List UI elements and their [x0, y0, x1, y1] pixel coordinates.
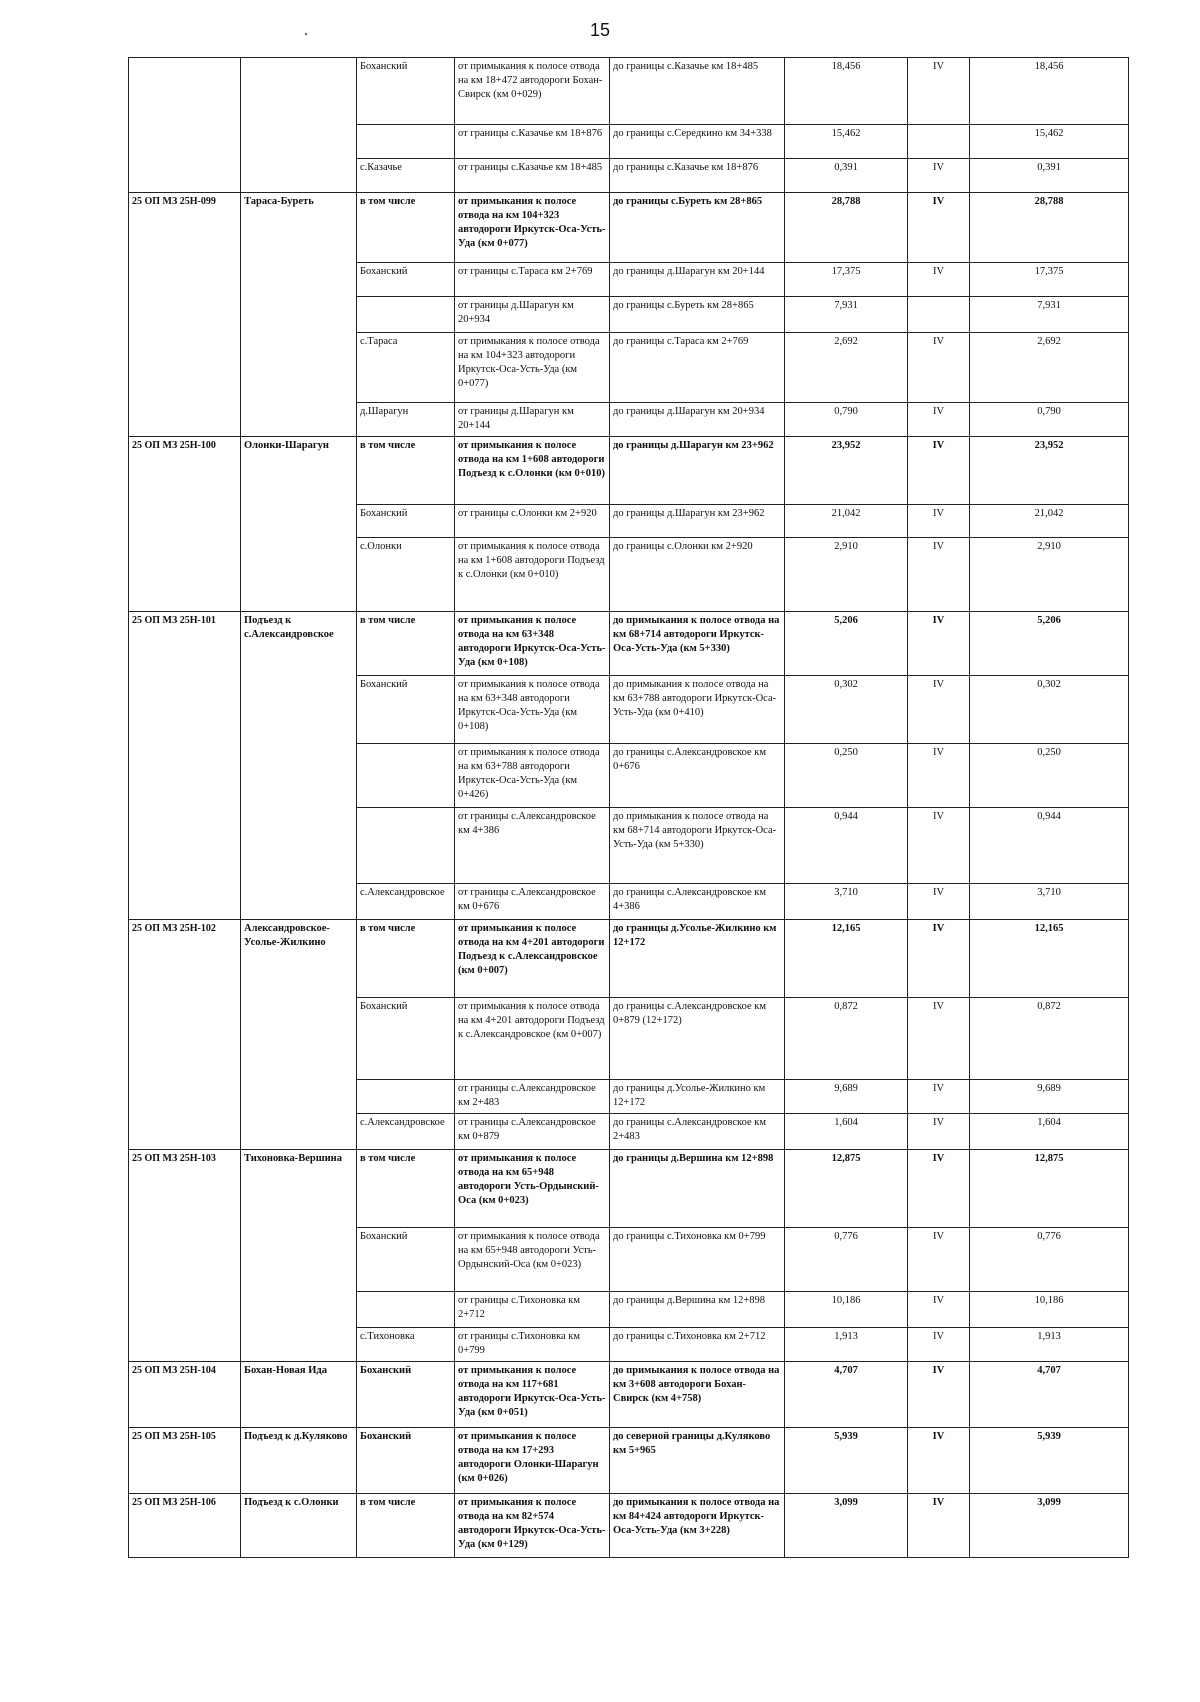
total-length-cell: 0,250	[970, 744, 1129, 808]
length-cell: 0,302	[785, 676, 908, 744]
total-length-cell: 12,875	[970, 1150, 1129, 1228]
category-cell: IV	[908, 1328, 970, 1362]
length-cell: 1,913	[785, 1328, 908, 1362]
table-row	[129, 1494, 1129, 1558]
table-row	[129, 1362, 1129, 1428]
length-cell: 23,952	[785, 437, 908, 505]
road-name-cell: Тараса-Буреть	[241, 193, 357, 437]
to-cell: до границы с.Буреть км 28+865	[610, 193, 785, 263]
from-cell: от границы д.Шарагун км 20+934	[455, 297, 610, 333]
length-cell: 1,604	[785, 1114, 908, 1150]
length-cell: 7,931	[785, 297, 908, 333]
category-cell: IV	[908, 744, 970, 808]
to-cell: до северной границы д.Куляково км 5+965	[610, 1428, 785, 1494]
road-name-cell: Олонки-Шарагун	[241, 437, 357, 612]
to-cell: до границы с.Александровское км 2+483	[610, 1114, 785, 1150]
from-cell: от примыкания к полосе отвода на км 63+348 автодороги Иркутск-Оса-Усть-Уда (км 0+108)	[455, 676, 610, 744]
district-cell: Боханский	[357, 263, 455, 297]
category-cell: IV	[908, 193, 970, 263]
to-cell: до границы с.Олонки км 2+920	[610, 538, 785, 612]
total-length-cell: 15,462	[970, 125, 1129, 159]
district-cell	[357, 1292, 455, 1328]
table-row	[129, 193, 1129, 263]
total-length-cell: 0,790	[970, 403, 1129, 437]
category-cell: IV	[908, 612, 970, 676]
district-cell: Боханский	[357, 676, 455, 744]
category-cell: IV	[908, 998, 970, 1080]
table-row	[129, 58, 1129, 125]
total-length-cell: 5,206	[970, 612, 1129, 676]
road-code-cell	[129, 58, 241, 193]
to-cell: до границы с.Середкино км 34+338	[610, 125, 785, 159]
category-cell: IV	[908, 1292, 970, 1328]
from-cell: от границы с.Тихоновка км 0+799	[455, 1328, 610, 1362]
district-cell: с.Александровское	[357, 884, 455, 920]
category-cell: IV	[908, 920, 970, 998]
to-cell: до границы д.Вершина км 12+898	[610, 1292, 785, 1328]
length-cell: 0,944	[785, 808, 908, 884]
length-cell: 5,206	[785, 612, 908, 676]
length-cell: 0,790	[785, 403, 908, 437]
to-cell: до примыкания к полосе отвода на км 63+788 автодороги Иркутск-Оса-Усть-Уда (км 0+410)	[610, 676, 785, 744]
road-name-cell: Подъезд к с.Александровское	[241, 612, 357, 920]
length-cell: 17,375	[785, 263, 908, 297]
to-cell: до примыкания к полосе отвода на км 84+424 автодороги Иркутск-Оса-Усть-Уда (км 3+228)	[610, 1494, 785, 1558]
to-cell: до примыкания к полосе отвода на км 68+714 автодороги Иркутск-Оса-Усть-Уда (км 5+330)	[610, 612, 785, 676]
category-cell: IV	[908, 538, 970, 612]
length-cell: 3,710	[785, 884, 908, 920]
from-cell: от границы с.Тихоновка км 2+712	[455, 1292, 610, 1328]
to-cell: до границы с.Тихоновка км 2+712	[610, 1328, 785, 1362]
road-code-cell: 25 ОП МЗ 25Н-099	[129, 193, 241, 437]
to-cell: до границы с.Буреть км 28+865	[610, 297, 785, 333]
from-cell: от примыкания к полосе отвода на км 104+323 автодороги Иркутск-Оса-Усть-Уда (км 0+077)	[455, 333, 610, 403]
to-cell: до границы с.Казачье км 18+876	[610, 159, 785, 193]
category-cell: IV	[908, 884, 970, 920]
total-length-cell: 0,944	[970, 808, 1129, 884]
road-name-cell: Бохан-Новая Ида	[241, 1362, 357, 1428]
from-cell: от границы с.Александровское км 0+879	[455, 1114, 610, 1150]
length-cell: 12,875	[785, 1150, 908, 1228]
district-cell	[357, 297, 455, 333]
road-name-cell: Подъезд к с.Олонки	[241, 1494, 357, 1558]
to-cell: до границы с.Александровское км 0+879 (12+172)	[610, 998, 785, 1080]
length-cell: 0,391	[785, 159, 908, 193]
district-cell: с.Тихоновка	[357, 1328, 455, 1362]
table-row	[129, 920, 1129, 998]
category-cell: IV	[908, 333, 970, 403]
category-cell: IV	[908, 403, 970, 437]
to-cell: до границы с.Александровское км 4+386	[610, 884, 785, 920]
from-cell: от примыкания к полосе отвода на км 4+201 автодороги Подъезд к с.Александровское (км 0+007)	[455, 998, 610, 1080]
category-cell: IV	[908, 1428, 970, 1494]
from-cell: от границы с.Александровское км 4+386	[455, 808, 610, 884]
category-cell: IV	[908, 58, 970, 125]
total-length-cell: 4,707	[970, 1362, 1129, 1428]
category-cell: IV	[908, 676, 970, 744]
to-cell: до границы д.Шарагун км 23+962	[610, 505, 785, 538]
total-length-cell: 5,939	[970, 1428, 1129, 1494]
district-cell	[357, 125, 455, 159]
total-length-cell: 23,952	[970, 437, 1129, 505]
from-cell: от примыкания к полосе отвода на км 1+608 автодороги Подъезд к с.Олонки (км 0+010)	[455, 437, 610, 505]
total-length-cell: 12,165	[970, 920, 1129, 998]
to-cell: до примыкания к полосе отвода на км 3+608 автодороги Бохан-Свирск (км 4+758)	[610, 1362, 785, 1428]
category-cell: IV	[908, 437, 970, 505]
length-cell: 0,250	[785, 744, 908, 808]
length-cell: 3,099	[785, 1494, 908, 1558]
district-cell: Боханский	[357, 505, 455, 538]
length-cell: 10,186	[785, 1292, 908, 1328]
from-cell: от примыкания к полосе отвода на км 117+681 автодороги Иркутск-Оса-Усть-Уда (км 0+051)	[455, 1362, 610, 1428]
to-cell: до границы д.Усолье-Жилкино км 12+172	[610, 1080, 785, 1114]
length-cell: 15,462	[785, 125, 908, 159]
road-code-cell: 25 ОП МЗ 25Н-105	[129, 1428, 241, 1494]
from-cell: от границы с.Казачье км 18+876	[455, 125, 610, 159]
from-cell: от примыкания к полосе отвода на км 63+788 автодороги Иркутск-Оса-Усть-Уда (км 0+426)	[455, 744, 610, 808]
district-cell: в том числе	[357, 920, 455, 998]
total-length-cell: 17,375	[970, 263, 1129, 297]
category-cell	[908, 125, 970, 159]
district-cell: Боханский	[357, 1362, 455, 1428]
district-cell: с.Олонки	[357, 538, 455, 612]
road-code-cell: 25 ОП МЗ 25Н-103	[129, 1150, 241, 1362]
from-cell: от границы д.Шарагун км 20+144	[455, 403, 610, 437]
district-cell: Боханский	[357, 58, 455, 125]
road-name-cell: Подъезд к д.Куляково	[241, 1428, 357, 1494]
total-length-cell: 18,456	[970, 58, 1129, 125]
length-cell: 2,692	[785, 333, 908, 403]
length-cell: 4,707	[785, 1362, 908, 1428]
total-length-cell: 10,186	[970, 1292, 1129, 1328]
district-cell: в том числе	[357, 1150, 455, 1228]
category-cell: IV	[908, 1080, 970, 1114]
total-length-cell: 1,913	[970, 1328, 1129, 1362]
to-cell: до примыкания к полосе отвода на км 68+714 автодороги Иркутск-Оса-Усть-Уда (км 5+330)	[610, 808, 785, 884]
category-cell: IV	[908, 159, 970, 193]
length-cell: 28,788	[785, 193, 908, 263]
length-cell: 21,042	[785, 505, 908, 538]
category-cell: IV	[908, 263, 970, 297]
table-row	[129, 612, 1129, 676]
total-length-cell: 7,931	[970, 297, 1129, 333]
from-cell: от границы с.Казачье км 18+485	[455, 159, 610, 193]
category-cell: IV	[908, 1114, 970, 1150]
total-length-cell: 0,776	[970, 1228, 1129, 1292]
from-cell: от примыкания к полосе отвода на км 18+472 автодороги Бохан-Свирск (км 0+029)	[455, 58, 610, 125]
total-length-cell: 3,710	[970, 884, 1129, 920]
total-length-cell: 2,910	[970, 538, 1129, 612]
district-cell: в том числе	[357, 612, 455, 676]
from-cell: от границы с.Олонки км 2+920	[455, 505, 610, 538]
category-cell: IV	[908, 1228, 970, 1292]
from-cell: от примыкания к полосе отвода на км 1+608 автодороги Подъезд к с.Олонки (км 0+010)	[455, 538, 610, 612]
to-cell: до границы с.Тараса км 2+769	[610, 333, 785, 403]
road-code-cell: 25 ОП МЗ 25Н-102	[129, 920, 241, 1150]
district-cell: в том числе	[357, 193, 455, 263]
table-row	[129, 1150, 1129, 1228]
district-cell: с.Тараса	[357, 333, 455, 403]
length-cell: 18,456	[785, 58, 908, 125]
from-cell: от границы с.Александровское км 0+676	[455, 884, 610, 920]
to-cell: до границы с.Александровское км 0+676	[610, 744, 785, 808]
page-number: 15	[589, 20, 611, 40]
to-cell: до границы д.Шарагун км 20+934	[610, 403, 785, 437]
length-cell: 0,776	[785, 1228, 908, 1292]
from-cell: от примыкания к полосе отвода на км 4+201 автодороги Подъезд к с.Александровское (км 0+007)	[455, 920, 610, 998]
length-cell: 12,165	[785, 920, 908, 998]
category-cell: IV	[908, 1362, 970, 1428]
road-name-cell: Александровское-Усолье-Жилкино	[241, 920, 357, 1150]
district-cell: Боханский	[357, 1428, 455, 1494]
district-cell: в том числе	[357, 437, 455, 505]
to-cell: до границы с.Казачье км 18+485	[610, 58, 785, 125]
roads-table	[128, 57, 1129, 1558]
length-cell: 9,689	[785, 1080, 908, 1114]
road-code-cell: 25 ОП МЗ 25Н-100	[129, 437, 241, 612]
table-row	[129, 1428, 1129, 1494]
district-cell	[357, 744, 455, 808]
table-body	[129, 58, 1129, 1558]
to-cell: до границы д.Шарагун км 23+962	[610, 437, 785, 505]
total-length-cell: 21,042	[970, 505, 1129, 538]
length-cell: 2,910	[785, 538, 908, 612]
category-cell: IV	[908, 505, 970, 538]
to-cell: до границы д.Усолье-Жилкино км 12+172	[610, 920, 785, 998]
from-cell: от примыкания к полосе отвода на км 65+948 автодороги Усть-Ордынский-Оса (км 0+023)	[455, 1150, 610, 1228]
district-cell: Боханский	[357, 1228, 455, 1292]
district-cell: в том числе	[357, 1494, 455, 1558]
total-length-cell: 3,099	[970, 1494, 1129, 1558]
from-cell: от границы с.Тараса км 2+769	[455, 263, 610, 297]
from-cell: от примыкания к полосе отвода на км 104+323 автодороги Иркутск-Оса-Усть-Уда (км 0+077)	[455, 193, 610, 263]
road-code-cell: 25 ОП МЗ 25Н-106	[129, 1494, 241, 1558]
page-mark: .	[304, 22, 308, 39]
total-length-cell: 28,788	[970, 193, 1129, 263]
road-code-cell: 25 ОП МЗ 25Н-104	[129, 1362, 241, 1428]
to-cell: до границы с.Тихоновка км 0+799	[610, 1228, 785, 1292]
category-cell: IV	[908, 1150, 970, 1228]
road-code-cell: 25 ОП МЗ 25Н-101	[129, 612, 241, 920]
road-name-cell	[241, 58, 357, 193]
total-length-cell: 1,604	[970, 1114, 1129, 1150]
length-cell: 5,939	[785, 1428, 908, 1494]
district-cell: с.Казачье	[357, 159, 455, 193]
total-length-cell: 2,692	[970, 333, 1129, 403]
road-name-cell: Тихоновка-Вершина	[241, 1150, 357, 1362]
total-length-cell: 0,302	[970, 676, 1129, 744]
from-cell: от примыкания к полосе отвода на км 17+293 автодороги Олонки-Шарагун (км 0+026)	[455, 1428, 610, 1494]
to-cell: до границы д.Вершина км 12+898	[610, 1150, 785, 1228]
district-cell	[357, 1080, 455, 1114]
to-cell: до границы д.Шарагун км 20+144	[610, 263, 785, 297]
length-cell: 0,872	[785, 998, 908, 1080]
district-cell	[357, 808, 455, 884]
district-cell: д.Шарагун	[357, 403, 455, 437]
from-cell: от примыкания к полосе отвода на км 63+348 автодороги Иркутск-Оса-Усть-Уда (км 0+108)	[455, 612, 610, 676]
total-length-cell: 0,391	[970, 159, 1129, 193]
from-cell: от примыкания к полосе отвода на км 65+948 автодороги Усть-Ордынский-Оса (км 0+023)	[455, 1228, 610, 1292]
table-row	[129, 437, 1129, 505]
category-cell: IV	[908, 808, 970, 884]
total-length-cell: 9,689	[970, 1080, 1129, 1114]
category-cell	[908, 297, 970, 333]
total-length-cell: 0,872	[970, 998, 1129, 1080]
district-cell: с.Александровское	[357, 1114, 455, 1150]
from-cell: от границы с.Александровское км 2+483	[455, 1080, 610, 1114]
category-cell: IV	[908, 1494, 970, 1558]
district-cell: Боханский	[357, 998, 455, 1080]
from-cell: от примыкания к полосе отвода на км 82+574 автодороги Иркутск-Оса-Усть-Уда (км 0+129)	[455, 1494, 610, 1558]
